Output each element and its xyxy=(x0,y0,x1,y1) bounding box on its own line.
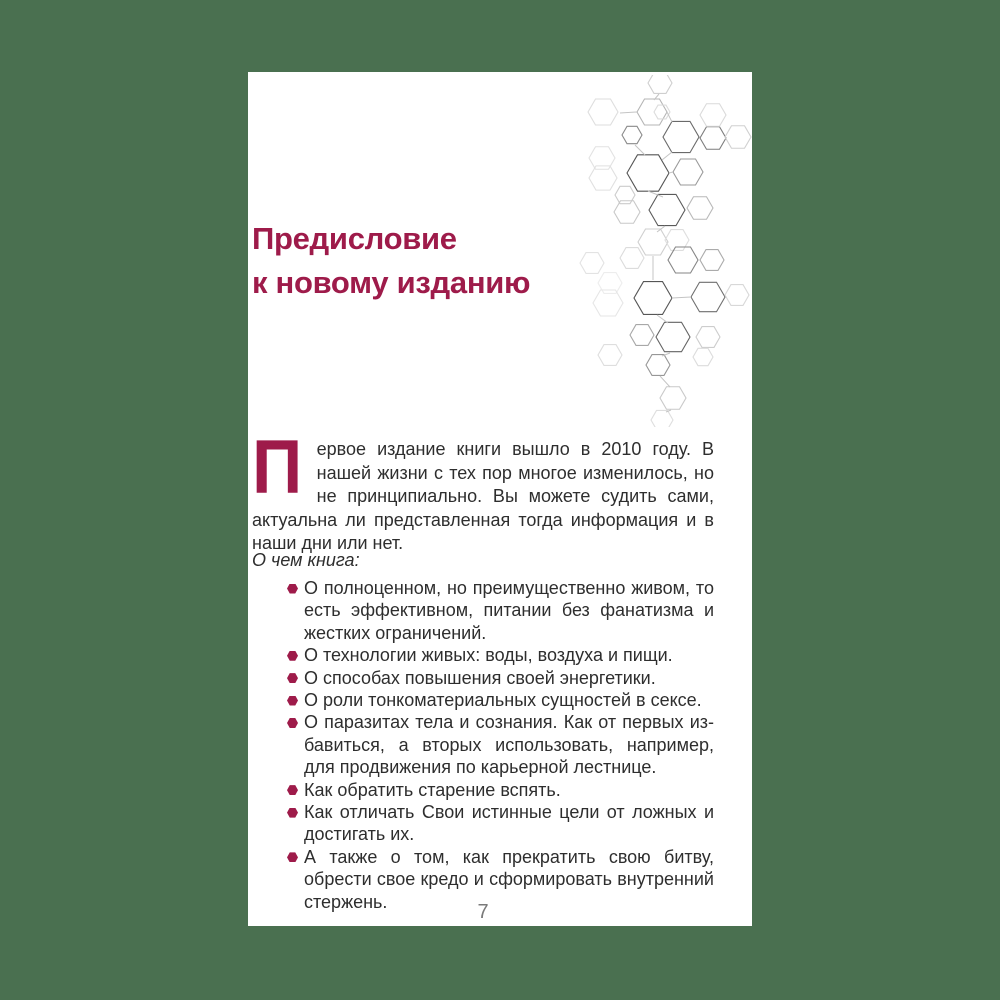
list-item-text: А также о том, как прекратить свою битву, обрести свое кредо и сформировать внутренний стержень. xyxy=(304,846,714,912)
drop-cap: П xyxy=(252,425,303,510)
hexagon-bullet-icon xyxy=(287,651,298,661)
list-item-text: Как обратить старение вспять. xyxy=(304,779,561,800)
hexagon-bullet-icon xyxy=(287,696,298,706)
chapter-title-line1: Предисловие xyxy=(252,221,457,256)
list-item-text: О роли тонкоматериальных сущностей в сексе. xyxy=(304,690,702,711)
about-the-book-label: О чем книга: xyxy=(252,550,360,570)
list-item xyxy=(252,779,714,801)
hexagon-bullet-icon xyxy=(287,785,298,795)
list-item xyxy=(252,801,714,846)
list-item xyxy=(252,577,714,644)
list-item xyxy=(252,644,714,666)
intro-paragraph-text: ервое издание книги вышло в 2010 году. В нашей жизни с тех пор многое изменилось, но не принципиально. Вы можете судить сами, актуальна ли представленная тогда информация и в наши дни или нет. xyxy=(252,439,714,553)
list-item xyxy=(252,689,714,711)
hexagon-bullet-icon xyxy=(287,718,298,728)
page-number: 7 xyxy=(477,901,489,923)
list-item-text: О технологии живых: воды, воздуха и пищи. xyxy=(304,645,673,666)
chapter-title xyxy=(252,217,712,305)
intro-paragraph xyxy=(252,425,714,556)
chapter-title-line2: к новому изданию xyxy=(252,265,531,300)
list-item-text: Как отличать Свои истинные цели от ложных и достигать их. xyxy=(304,802,714,845)
hexagon-bullet-icon xyxy=(287,852,298,862)
list-item-text: О паразитах тела и сознания. Как от первых избавиться, а вторых использовать, например, для продвижения по карьерной лестнице. xyxy=(304,712,714,778)
hexagon-bullet-icon xyxy=(287,584,298,594)
list-item xyxy=(252,667,714,689)
topics-list xyxy=(252,577,714,913)
list-item-text: О полноценном, но преимущественно живом, то есть эффективном, питании без фанатизма и жестких ограничений. xyxy=(304,578,714,643)
hexagon-bullet-icon xyxy=(287,808,298,818)
list-item-text: О способах повышения своей энергетики. xyxy=(304,667,656,688)
hexagon-bullet-icon xyxy=(287,673,298,683)
list-item xyxy=(252,711,714,778)
book-page xyxy=(248,72,752,926)
